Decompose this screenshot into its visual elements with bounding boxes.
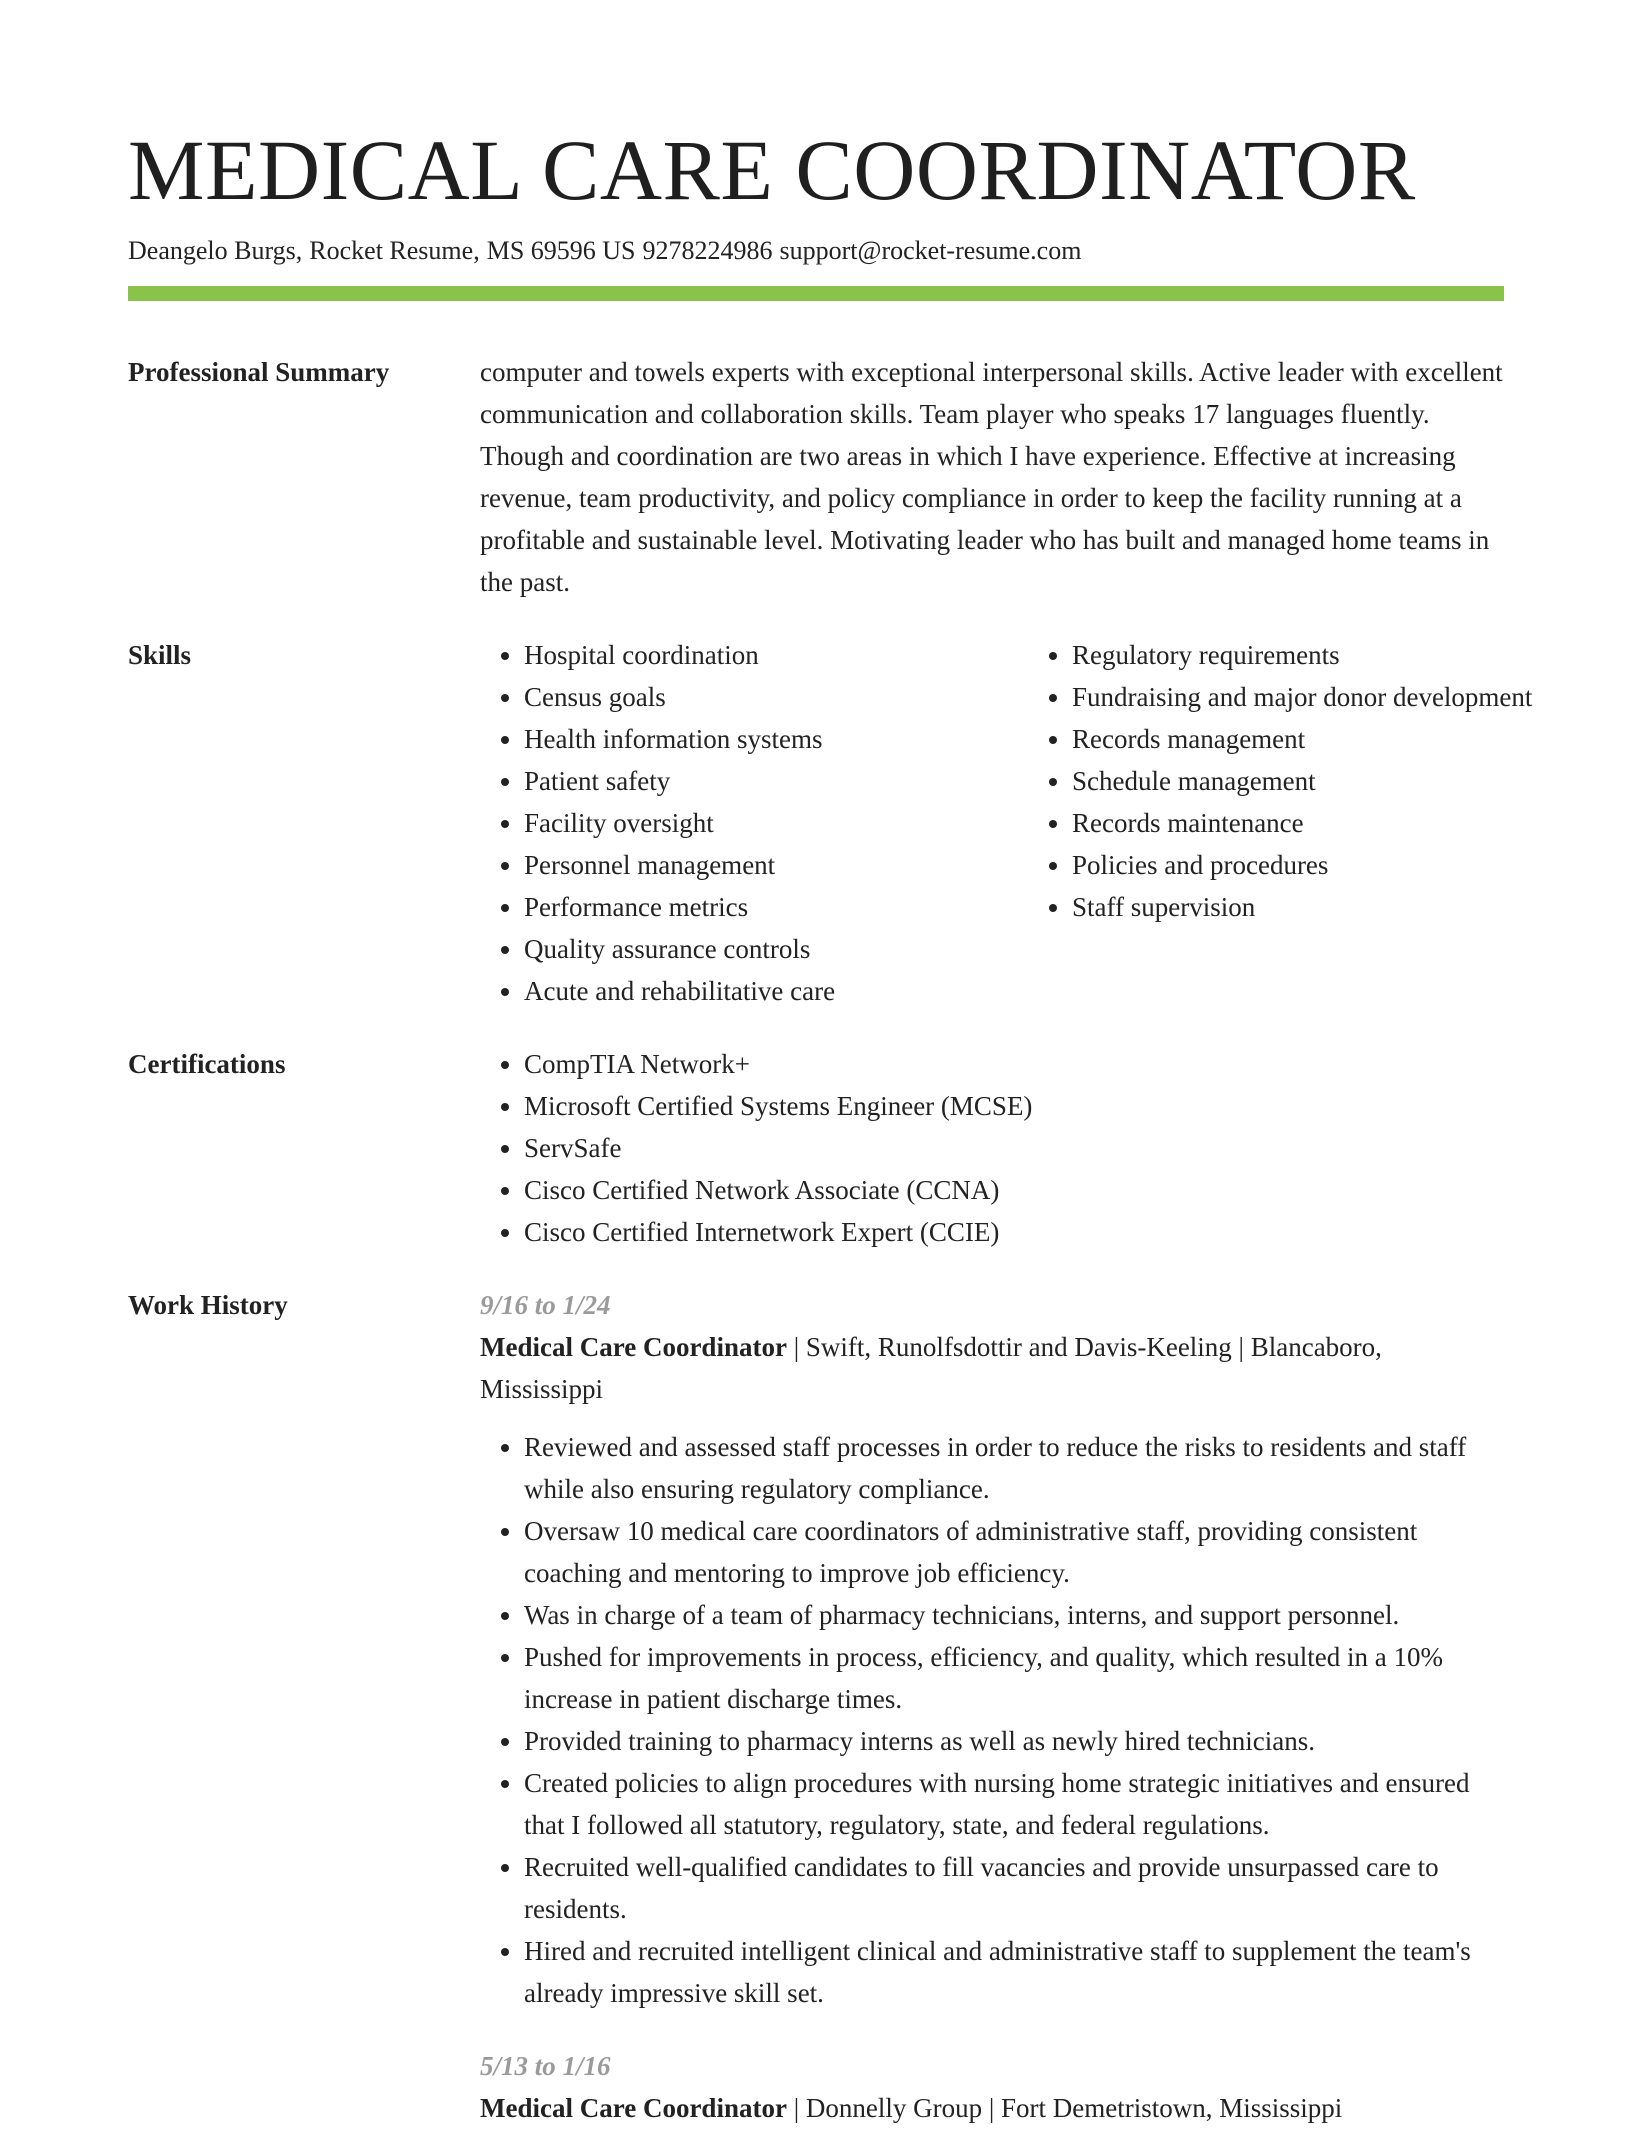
skill-item: • Schedule management [1072, 760, 1576, 802]
resume-title: MEDICAL CARE COORDINATOR [128, 122, 1416, 218]
certifications-heading: Certifications [128, 1049, 286, 1079]
certification-item: • ServSafe [524, 1127, 1504, 1169]
contact-name: Deangelo Burgs, [128, 236, 303, 265]
skills-list-left [480, 634, 1028, 1012]
summary-heading: Professional Summary [128, 357, 390, 387]
skill-item: • Fundraising and major donor development [1072, 676, 1576, 718]
certification-item: • Cisco Certified Network Associate (CCNA) [524, 1169, 1504, 1211]
contact-phone: 9278224986 [642, 236, 773, 265]
contact-location: MS 69596 US [486, 236, 636, 265]
job-header [480, 1326, 1504, 1410]
job-details: | Swift, Runolfsdottir and Davis-Keeling | Blancaboro, Mississippi [480, 1332, 1382, 1404]
skill-item: • Hospital coordination [524, 634, 1028, 676]
job-bullet: • Pushed for improvements in process, efficiency, and quality, which resulted in a 10% increase in patient discharge times. [524, 1636, 1504, 1720]
contact-email[interactable]: support@rocket-resume.com [779, 236, 1082, 265]
summary-section [128, 351, 1504, 603]
skills-list-right [1028, 634, 1576, 1012]
resume-page [128, 118, 1533, 2129]
skill-item: • Facility oversight [524, 802, 1028, 844]
skill-item: • Health information systems [524, 718, 1028, 760]
skill-item: • Personnel management [524, 844, 1028, 886]
job-details: | Donnelly Group | Fort Demetristown, Mississippi [786, 2093, 1343, 2123]
certifications-section [128, 1043, 1504, 1253]
skill-item: • Regulatory requirements [1072, 634, 1576, 676]
skills-columns [480, 634, 1576, 1012]
skill-item: • Records management [1072, 718, 1576, 760]
work-history-heading: Work History [128, 1290, 288, 1320]
certifications-body [480, 1043, 1504, 1253]
job-bullet: • Oversaw 10 medical care coordinators of administrative staff, providing consistent coaching and mentoring to improve job efficiency. [524, 1510, 1504, 1594]
job-entry [480, 1284, 1504, 2014]
contact-line [128, 234, 1504, 268]
skills-heading: Skills [128, 640, 192, 670]
skill-item: • Records maintenance [1072, 802, 1576, 844]
job-dates: 5/13 to 1/16 [480, 2051, 611, 2081]
work-history-body [480, 1284, 1504, 2129]
accent-divider [128, 286, 1504, 301]
job-entry [480, 2045, 1504, 2129]
certification-item: • Cisco Certified Internetwork Expert (CCIE) [524, 1211, 1504, 1253]
job-title: Medical Care Coordinator [480, 2093, 787, 2123]
job-header [480, 2087, 1504, 2129]
skill-item: • Staff supervision [1072, 886, 1576, 928]
job-bullet: • Hired and recruited intelligent clinical and administrative staff to supplement the team's already impressive skill set. [524, 1930, 1504, 2014]
skill-item: • Acute and rehabilitative care [524, 970, 1028, 1012]
contact-company: Rocket Resume, [309, 236, 480, 265]
certification-item: • Microsoft Certified Systems Engineer (MCSE) [524, 1085, 1504, 1127]
certification-item: • CompTIA Network+ [524, 1043, 1504, 1085]
job-title: Medical Care Coordinator [480, 1332, 787, 1362]
skill-item: • Performance metrics [524, 886, 1028, 928]
skills-section [128, 634, 1533, 1012]
skill-item: • Census goals [524, 676, 1028, 718]
job-bullets [480, 1426, 1504, 2014]
job-bullet: • Reviewed and assessed staff processes in order to reduce the risks to residents and staff while also ensuring regulatory compliance. [524, 1426, 1504, 1510]
job-dates: 9/16 to 1/24 [480, 1290, 611, 1320]
job-bullet: • Created policies to align procedures with nursing home strategic initiatives and ensured that I followed all statutory, regulatory, state, and federal regulations. [524, 1762, 1504, 1846]
skill-item: • Quality assurance controls [524, 928, 1028, 970]
job-bullet: • Recruited well-qualified candidates to fill vacancies and provide unsurpassed care to residents. [524, 1846, 1504, 1930]
certifications-list [480, 1043, 1504, 1253]
summary-text: computer and towels experts with exceptional interpersonal skills. Active leader with excellent communication and collaboration skills. Team player who speaks 17 languages fluently. Though and coordination are two areas in which I have experience. Effective at increasing revenue, team productivity, and policy compliance in order to keep the facility running at a profitable and sustainable level. Motivating leader who has built and managed home teams in the past. [480, 357, 1503, 597]
job-bullet: • Provided training to pharmacy interns as well as newly hired technicians. [524, 1720, 1504, 1762]
work-history-section [128, 1284, 1504, 2129]
skill-item: • Patient safety [524, 760, 1028, 802]
job-bullet: • Was in charge of a team of pharmacy technicians, interns, and support personnel. [524, 1594, 1504, 1636]
skill-item: • Policies and procedures [1072, 844, 1576, 886]
